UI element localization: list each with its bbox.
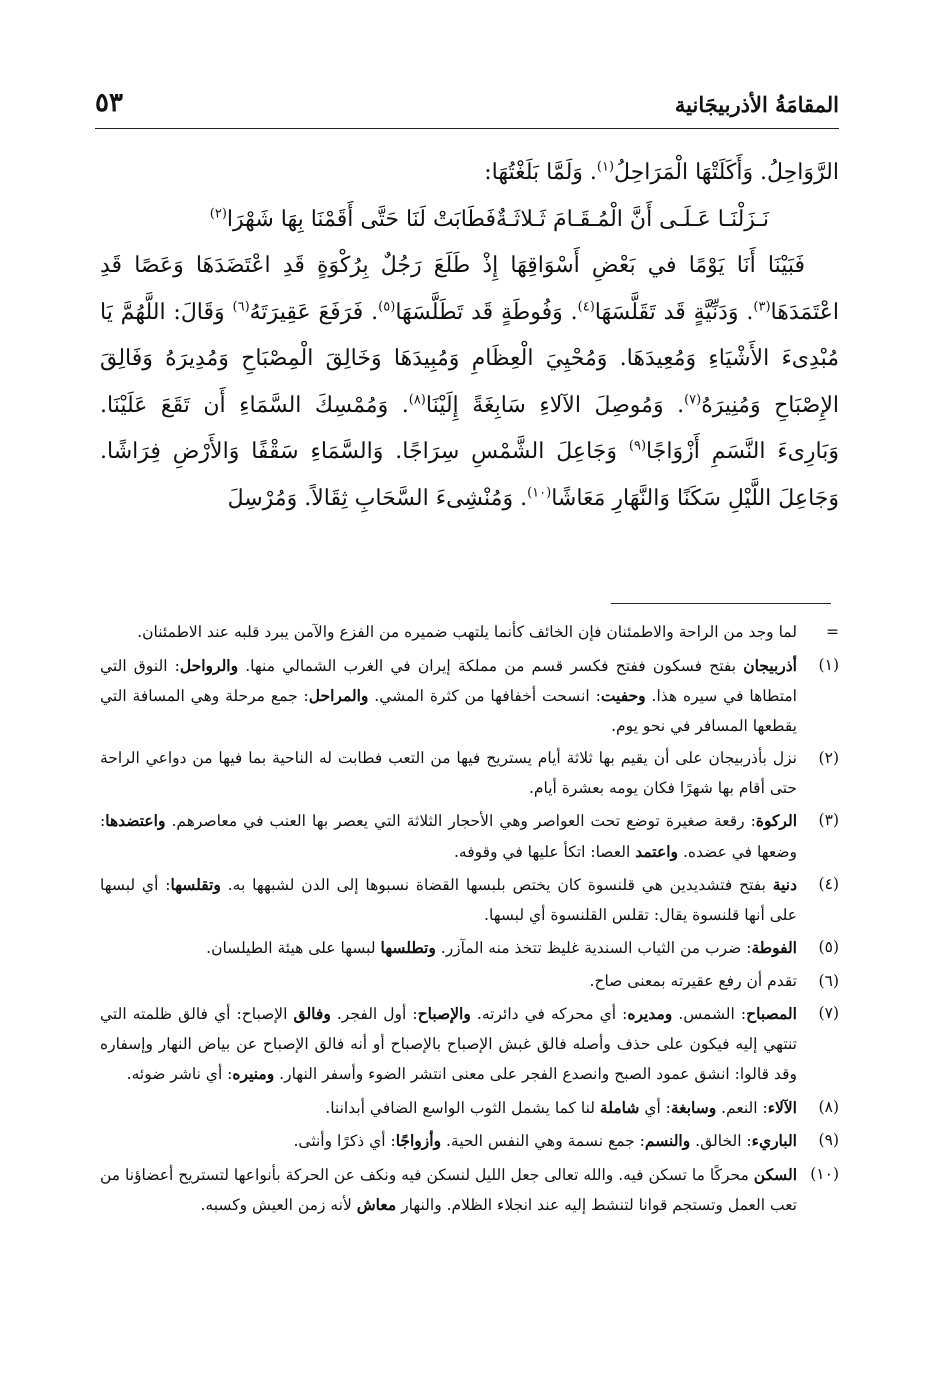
footnote [100,806,839,867]
footnote-text [100,933,797,964]
footnote-segment: : ضرب من الثياب السندية غليظ تتخذ منه المآزر. [435,939,752,957]
footnote-term: وتطلسها [380,938,436,957]
footnote-segment: : وضعها في عضده. [100,812,797,861]
footnote-segment: بفتح فسكون ففتح فكسر قسم من مملكة إيران في الغرب الشمالي منها. [238,656,744,675]
footnote-segment: العصا: اتكأ عليها في وقوفه. [453,842,636,861]
footnote-segment: : أول الفجر. [330,1005,418,1023]
footnote-text [100,651,797,742]
footnote [100,1126,839,1157]
footnote-ref[interactable]: (٨) [408,392,426,408]
footnote-term: الآلاء [767,1097,797,1117]
main-text [100,150,839,522]
footnote-segment: لما وجد من الراحة والاطمئنان فإن الخائف كأنما يلتهب ضميره من الفزع والآمن يبرد قلبه عند الاطمئنان. [137,623,797,641]
running-header [95,88,839,129]
footnote [100,933,839,964]
footnote-term: والنسم [644,1131,691,1150]
page-number: ٥٣ [95,88,123,118]
footnote-number: (١) [818,655,839,674]
footnote [100,744,839,803]
footnote-term: واعتضدها [105,811,166,830]
footnote-term: ومديره [627,1004,673,1023]
footnote [100,999,839,1090]
footnote-number: (٨) [818,1097,839,1116]
footnote-segment: نزل بأذربيجان على أن يقيم بها ثلاثة أيام يستريح فيها من التعب فطابت له الناحية بما فيها من دواعي الراحة حتى أقام بها شهرًا فكان يومه بعشرة أيام. [100,749,797,797]
footnote-term: دنية [772,875,797,894]
footnote [100,870,839,930]
footnote-term: والمراحل [308,686,369,705]
footnote-number: (٢) [818,749,839,767]
footnote-term: شاملة [599,1097,640,1117]
footnote-text [100,1126,797,1157]
footnote-term: الركوة [755,811,797,830]
footnote-segment: : الشمس. [672,1005,747,1023]
footnote-ref[interactable]: (٥) [378,299,396,315]
footnote-segment: لنا كما يشمل الثوب الواسع الضافي أبداننا. [325,1098,600,1117]
footnote-segment: : جمع مرحلة وهي المسافة التي يقطعها المسافر في نحو يوم. [100,687,797,735]
footnote-ref[interactable]: (٢) [209,206,227,222]
footnote-term: واعتمد [635,841,679,861]
footnote-segment: : الخالق. [690,1132,752,1150]
footnote-number: (٣) [818,811,839,829]
footnote-segment: : جمع نسمة وهي النفس الحية. [441,1132,645,1150]
footnote-term: والإصباح [417,1004,471,1023]
footnote-term: الفوطة [751,938,797,957]
footnote-term: المصباح [746,1004,797,1023]
footnote-number: (١٠) [810,1164,839,1183]
footnote-ref[interactable]: (١) [596,159,615,175]
footnote-term: وأزواجًا [395,1131,442,1150]
footnote-term: والرواحل [179,655,239,675]
footnote-ref[interactable]: (٩) [628,438,647,454]
footnote-term: وحفيت [600,686,646,705]
footnote-ref[interactable]: (٧) [684,392,702,408]
footnote-segment: : أي ذكرًا وأنثى. [293,1132,396,1150]
footnote-text [100,870,797,930]
footnote [100,1160,839,1221]
footnote-segment: تقدم أن رفع عقيرته بمعنى صاح. [589,971,797,990]
verse-hemistich-left: فَطَابَتْ لَنَا حَتَّى أَقَمْنَا بِهَا شَهْرَا$^{(٢)}$ [209,206,496,232]
verse-hemistich-right: نَـزَلْنَـا عَـلَـى أَنَّ الْمُـقَـامَ ثَـلاثَـةٌ [495,206,769,232]
footnote [100,651,839,742]
footnote-text [100,1160,797,1221]
footnote-segment: : رقعة صغيرة توضع تحت العواصر وهي الأحجار الثلاثة التي يعصر بها العنب في معاصرهم. [165,812,756,830]
footnote-number: (٤) [818,875,839,893]
footnote [100,618,839,648]
footnote-term: ومنيره [232,1064,275,1083]
footnote-ref[interactable]: (١٠) [527,485,552,501]
footnote-segment: : أي [639,1098,671,1117]
footnote-text [100,806,797,867]
footnote [100,967,839,997]
footnote-segment: لبسها على هيئة الطيلسان. [206,939,381,957]
prose-paragraph: فَبَيْنَا أَنَا يَوْمًا في بَعْضِ أَسْوَاقِهَا إِذْ طَلَعَ رَجُلٌ بِرُكْوَةٍ قَدِ اعْتَضَدَهَا وَعَصًا قَدِ اعْتَمَدَهَا$^{(٣)}$. وَدَنِّيَّةٍ قَد تَقَلَّسَهَا$^{(٤)}$. وَفُوطَةٍ قَد تَطَلَّسَهَا$^{(٥)}$. فَرَفَعَ عَقِيرَتَهُ$^{(٦)}$ وَقَالَ: اللَّهُمَّ يَا مُبْدِىءَ الأَشْيَاءِ وَمُعِيدَهَا. وَمُحْيِيَ الْعِظَامِ وَمُبِيدَهَا وَخَالِقَ الْمِصْبَاحِ وَمُدِيرَهُ وَفَالِقَ الإِصْبَاحِ وَمُنِيرَهُ$^{(٧)}$. وَمُوصِلَ الآلاءِ سَابِغَةً إِلَيْنَا$^{(٨)}$. وَمُمْسِكَ السَّمَاءِ أَن تَقَعَ عَلَيْنَا. وَبَارِىءَ النَّسَمِ أَزْوَاجًا$^{(٩)}$ وَجَاعِلَ الشَّمْسِ سِرَاجًا. وَالسَّمَاءِ سَقْفًا وَالأَرْضِ فِرَاشًا. وَجَاعِلَ اللَّيْلِ سَكَنًا وَالنَّهَارِ مَعَاشًا$^{(١٠)}$. وَمُنْشِىءَ السَّحَابِ ثِقَالاً. وَمُرْسِلَ [100,253,840,511]
footnotes-section [100,618,839,1224]
footnote-segment: : أي محركه في دائرته. [470,1005,628,1023]
footnote-term: وفالق [293,1004,331,1023]
footnote-text [100,1093,797,1124]
footnote-segment: : النوق التي امتطاها في سيره هذا. [100,656,797,705]
footnote-text [100,967,797,997]
footnote-term: وسابغة [670,1097,717,1117]
footnote-segment: : النعم. [716,1098,768,1117]
footnote-segment: بفتح فتشديدين هي قلنسوة كان يختص بلبسها القضاة نسبوها إلى الدن لشبهها به. [220,876,773,894]
footnote-number: (٩) [818,1131,839,1149]
footnote-number: = [826,623,839,641]
footnote-term: السكن [753,1164,797,1184]
footnote-number: (٦) [818,971,839,990]
chapter-title: المقامَةُ الأذربيجَانية [674,92,839,117]
text-line: الرَّوَاحِلُ. وَأَكَلَتْهَا الْمَرَاحِلُ$^{(١)}$. وَلَمَّا بَلَغْتُهَا: [484,159,839,185]
footnote-term: الباريء [751,1131,797,1150]
footnote-number: (٥) [818,938,839,956]
footnote-text [100,744,797,803]
footnote-segment: : أي ناشر ضوئه. [126,1065,233,1083]
footnote-ref[interactable]: (٣) [753,299,771,315]
footnote-ref[interactable]: (٦) [232,299,250,315]
footnote-text [100,618,797,648]
footnote-term: وتقلسها [170,875,221,894]
footnote-term: معاش [356,1195,397,1214]
footnote-term: أذربيجان [743,655,797,675]
footnote-ref[interactable]: (٤) [577,299,595,315]
footnote-segment: : أي لبسها على أنها قلنسوة يقال: تقلس القلنسوة أي لبسها. [100,876,797,924]
footnote [100,1093,839,1124]
footnote-divider [611,603,831,604]
poem-verse [100,197,839,244]
footnote-segment: محركًا ما تسكن فيه. والله تعالى جعل الليل لنسكن فيه ونكف عن الحركة بأنواعها لتستريح أعضاؤنا من تعب العمل وتستجم قوانا لتنشط إليه عند انجلاء الظلام. والنهار [100,1165,797,1214]
footnote-segment: لأنه زمن العيش وكسبه. [200,1196,357,1214]
footnote-number: (٧) [818,1004,839,1022]
footnote-segment: الإصباح: أي فالق ظلمته التي تنتهي إليه فيكون على حذف وأصله فالق غبش الإصباح بالإصباح أو أنه فالق الإصباح عن بياض النهار وإسفاره وقد قالوا: انشق عمود الصبح وانصدع الفجر على معنى انتشر الضوء وأسفر النهار. [100,1005,797,1083]
footnote-segment: : انسحت أخفافها من كثرة المشي. [368,687,601,705]
footnote-text [100,999,797,1090]
